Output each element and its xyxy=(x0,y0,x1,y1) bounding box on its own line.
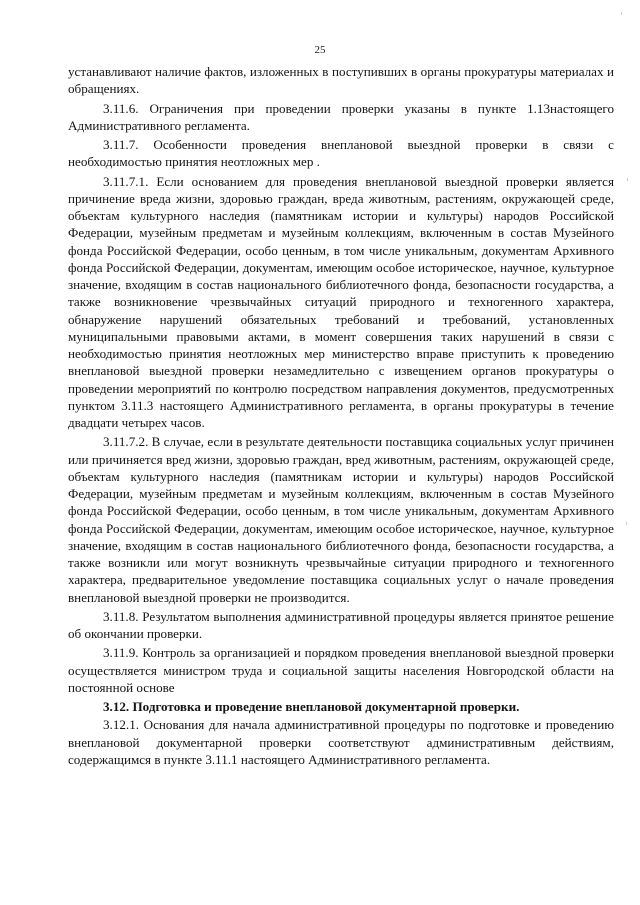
section-heading-3-12: 3.12. Подготовка и проведение внеплановой документарной проверки. xyxy=(103,699,520,714)
scan-speck xyxy=(626,522,627,525)
document-body xyxy=(68,63,614,768)
paragraph-3-11-7: 3.11.7. Особенности проведения внеплановой выездной проверки в связи с необходимостью принятия неотложных мер . xyxy=(68,137,614,170)
paragraph-3-11-7-2: 3.11.7.2. В случае, если в результате деятельности поставщика социальных услуг причинен или причиняется вред жизни, здоровью граждан, вред животным, растениям, окружающей среде, объектам культурного наследия (памятникам истории и культуры) народов Российской Федерации, музейным предметам и музейным коллекциям, включенным в состав Музейного фонда Российской Федерации, особо ценным, в том числе уникальным, документам Архивного фонда Российской Федерации, документам, имеющим особое историческое, научное, культурное значение, входящим в состав национального библиотечного фонда, безопасности государства, а также возникли или могут возникнуть чрезвычайные ситуации природного и техногенного характера, предварительное уведомление поставщика социальных услуг о начале проведения внеплановой выездной проверки не производится. xyxy=(68,434,614,605)
paragraph-3-12-1: 3.12.1. Основания для начала административной процедуры по подготовке и проведению внеплановой документарной проверки соответствуют административным действиям, содержащимся в пункте 3.11.1 настоящего Административного регламента. xyxy=(68,717,614,767)
paragraph-3-11-9: 3.11.9. Контроль за организацией и порядком проведения внеплановой выездной проверки осуществляется министром труда и социальной защиты населения Новгородской области на постоянной основе xyxy=(68,645,614,695)
page-number: 25 xyxy=(314,44,326,56)
paragraph-3-11-8: 3.11.8. Результатом выполнения административной процедуры является принятое решение об окончании проверки. xyxy=(68,608,614,641)
paragraph-3-11-7-1: 3.11.7.1. Если основанием для проведения внеплановой выездной проверки является причинение вреда жизни, здоровью граждан, вреда животным, растениям, окружающей среде, объектам культурного наследия (памятникам истории и культуры) народов Российской Федерации, музейным предметам и музейным коллекциям, включенным в состав Музейного фонда Российской Федерации, особо ценным, в том числе уникальным, документам Архивного фонда Российской Федерации, документам, имеющим особое историческое, научное, культурное значение, входящим в состав национального библиотечного фонда, безопасности государства, а также возникновение чрезвычайных ситуаций природного и техногенного характера, обнаружение нарушений обязательных требований и требований, установленных муниципальными правовыми актами, в момент совершения таких нарушений в связи с необходимостью принятия неотложных мер министерство вправе приступить к проведению внеплановой выездной проверки незамедлительно с извещением органов прокуратуры о проведении мероприятий по контролю посредством направления документов, предусмотренных пунктом 3.11.3 настоящего Административного регламента, в органы прокуратуры в течение двадцати четырех часов. xyxy=(68,173,614,430)
paragraph-continuation: устанавливают наличие фактов, изложенных в поступивших в органы прокуратуры материалах и обращениях. xyxy=(68,64,614,97)
scan-speck xyxy=(627,178,628,181)
paragraph-3-11-6: 3.11.6. Ограничения при проведении проверки указаны в пункте 1.13настоящего Административного регламента. xyxy=(68,100,614,133)
scan-speck xyxy=(621,12,622,15)
